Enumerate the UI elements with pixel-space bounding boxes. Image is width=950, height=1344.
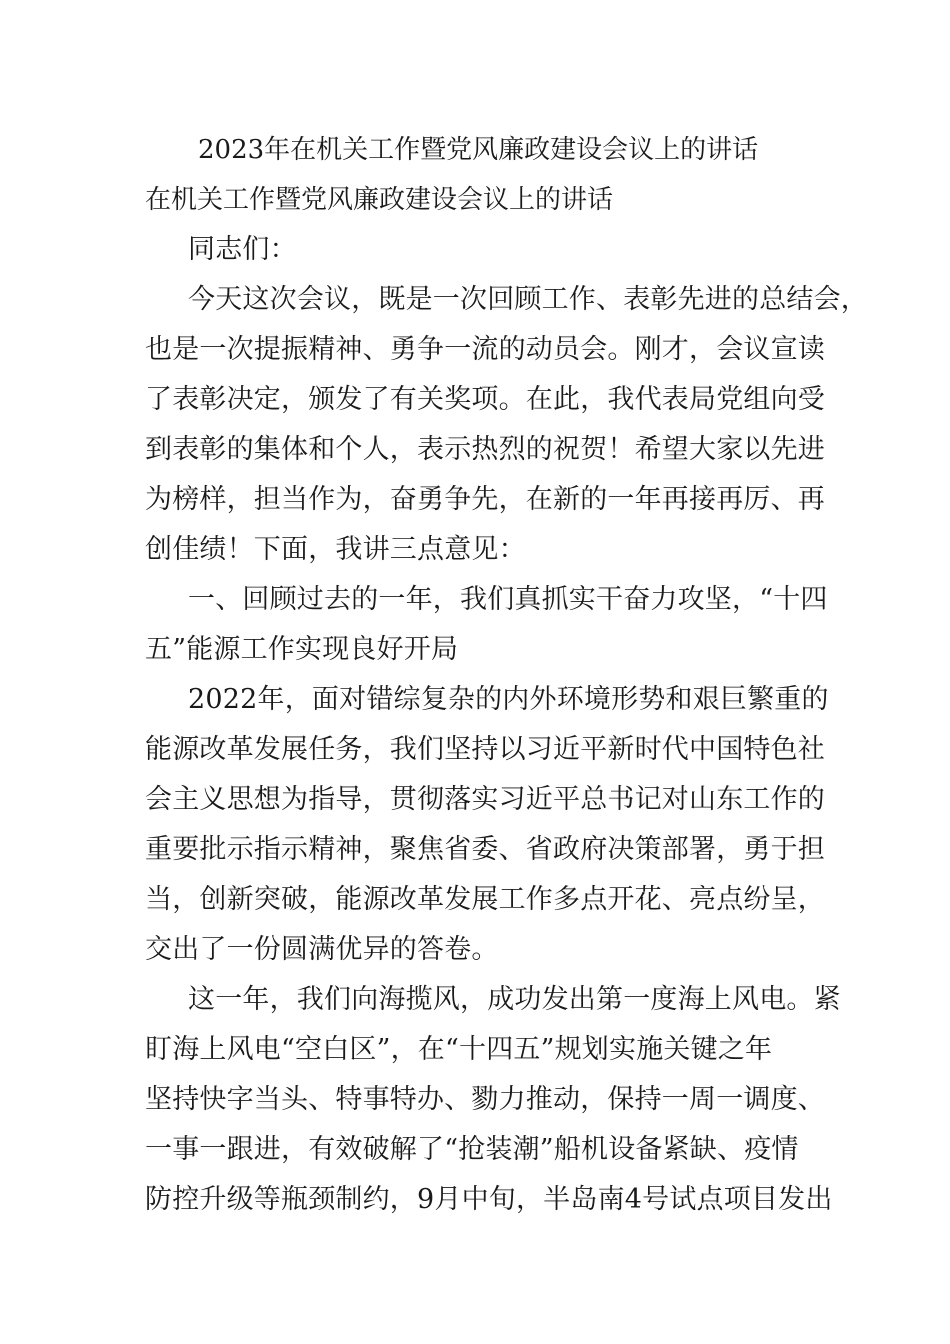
paragraph-line: 会主义思想为指导，贯彻落实习近平总书记对山东工作的: [145, 784, 825, 815]
paragraph-line: 这一年，我们向海揽风，成功发出第一度海上风电。紧: [188, 984, 841, 1015]
paragraph-line: 能源改革发展任务，我们坚持以习近平新时代中国特色社: [145, 734, 825, 765]
document-title: 2023年在机关工作暨党风廉政建设会议上的讲话: [198, 135, 759, 165]
document-subtitle: 在机关工作暨党风廉政建设会议上的讲话: [145, 185, 614, 215]
section-heading-line: 一、回顾过去的一年，我们真抓实干奋力攻坚，“十四: [188, 584, 828, 615]
paragraph-line: 今天这次会议，既是一次回顾工作、表彰先进的总结会，: [188, 284, 868, 315]
paragraph-line: 盯海上风电“空白区”，在“十四五”规划实施关键之年: [145, 1034, 773, 1065]
paragraph-line: 交出了一份圆满优异的答卷。: [145, 934, 499, 965]
paragraph-line: 创佳绩！下面，我讲三点意见：: [145, 534, 526, 565]
paragraph-line: 一事一跟进，有效破解了“抢装潮”船机设备紧缺、疫情: [145, 1134, 799, 1165]
paragraph-line: 为榜样，担当作为，奋勇争先，在新的一年再接再厉、再: [145, 484, 825, 515]
paragraph-line: 了表彰决定，颁发了有关奖项。在此，我代表局党组向受: [145, 384, 825, 415]
paragraph-line: 到表彰的集体和个人，表示热烈的祝贺！希望大家以先进: [145, 434, 825, 465]
paragraph-line: 防控升级等瓶颈制约，9月中旬，半岛南4号试点项目发出: [145, 1184, 833, 1215]
paragraph-line: 坚持快字当头、特事特办、勠力推动，保持一周一调度、: [145, 1084, 825, 1115]
paragraph-line: 2022年，面对错综复杂的内外环境形势和艰巨繁重的: [188, 684, 829, 715]
salutation: 同志们：: [188, 234, 297, 265]
paragraph-line: 重要批示指示精神，聚焦省委、省政府决策部署，勇于担: [145, 834, 825, 865]
paragraph-line: 当，创新突破，能源改革发展工作多点开花、亮点纷呈，: [145, 884, 825, 915]
section-heading-line: 五”能源工作实现良好开局: [145, 634, 459, 665]
paragraph-line: 也是一次提振精神、勇争一流的动员会。刚才，会议宣读: [145, 334, 825, 365]
